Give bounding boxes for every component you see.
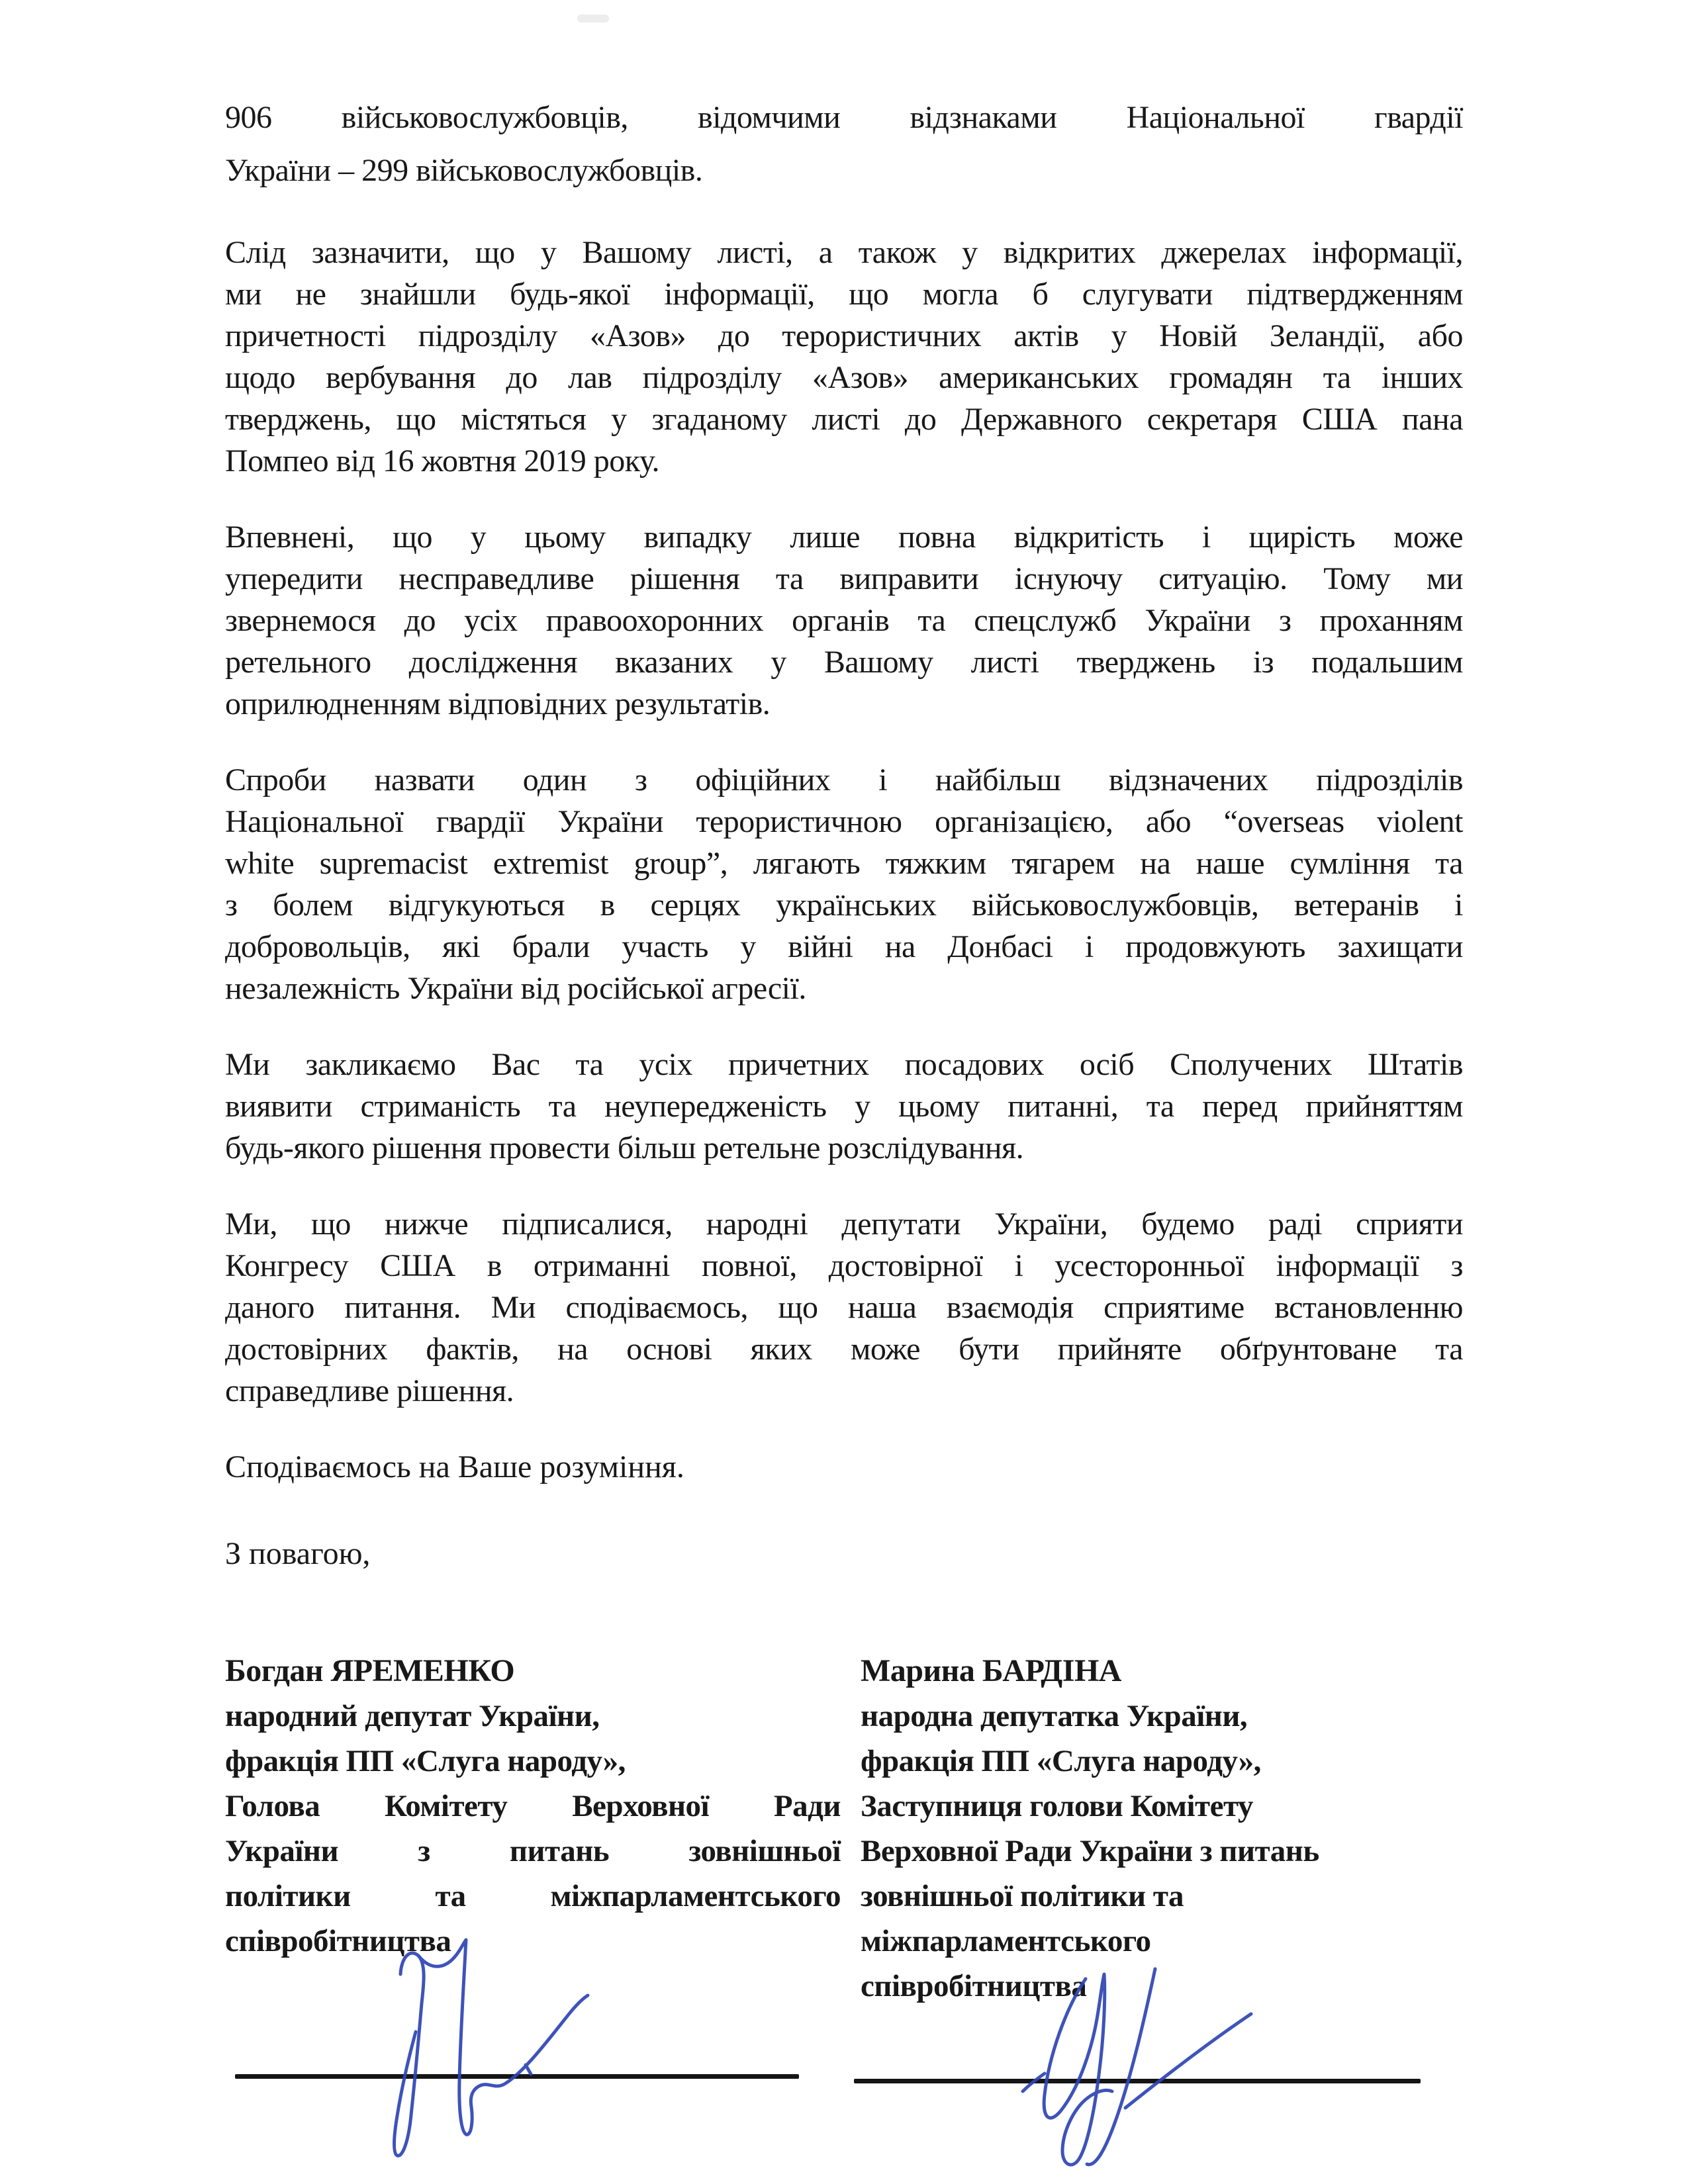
body-line: Спроби назвати один з офіційних і найбільш відзначених підрозділів	[225, 762, 1463, 797]
bardina-signature	[986, 1956, 1291, 2174]
column-spacer	[841, 1649, 861, 2009]
signer-title-line: фракція ПП «Слуга народу»,	[225, 1744, 626, 1778]
signer-title-line: фракція ПП «Слуга народу»,	[861, 1744, 1261, 1778]
signer-title-line: Верховної Ради України з питань	[861, 1834, 1319, 1868]
body-line: упередити несправедливе рішення та виправити існуючу ситуацію. Тому ми	[225, 561, 1463, 596]
body-line: незалежність України від російської агресії.	[225, 971, 806, 1006]
body-line: Ми, що нижче підписалися, народні депутати України, будемо раді сприяти	[225, 1206, 1463, 1242]
body-line: Слід зазначити, що у Вашому листі, а також у відкритих джерелах інформації,	[225, 235, 1463, 270]
signer-name: Богдан ЯРЕМЕНКО	[225, 1653, 515, 1688]
body-line: звернемося до усіх правоохоронних органів та спецслужб України з проханням	[225, 603, 1463, 638]
letter-body	[225, 91, 1463, 2009]
signer-title-line: співробітництва	[225, 1924, 451, 1958]
body-line: будь-якого рішення провести більш ретельне розслідування.	[225, 1130, 1024, 1165]
paragraph	[225, 232, 1463, 482]
body-line: України – 299 військовослужбовців.	[225, 153, 703, 188]
body-line: виявити стриманість та неупередженість у цьому питанні, та перед прийняттям	[225, 1089, 1463, 1124]
yaremenko-signature	[338, 1929, 622, 2184]
signer-title-line: співробітництва	[861, 1969, 1087, 2003]
body-line: даного питання. Ми сподіваємось, що наша взаємодія сприятиме встановленню	[225, 1290, 1463, 1325]
body-line: щодо вербування до лав підрозділу «Азов» американських громадян та інших	[225, 360, 1463, 395]
body-line: white supremacist extremist group”, лягають тяжким тягарем на наше сумління та	[225, 846, 1463, 881]
body-line: оприлюдненням відповідних результатів.	[225, 686, 771, 721]
closing-line: Сподіваємось на Ваше розуміння.	[225, 1449, 684, 1484]
signer-title-line: народний депутат України,	[225, 1699, 600, 1733]
signer-title-line: політики та міжпарламентського	[225, 1879, 841, 1913]
signer-title-line: України з питань зовнішньої	[225, 1834, 841, 1868]
valediction: З повагою,	[225, 1536, 371, 1571]
body-line: тверджень, що містяться у згаданому листі до Державного секретаря США пана	[225, 402, 1463, 437]
body-line: 906 військовослужбовців, відомчими відзнаками Національної гвардії	[225, 100, 1463, 135]
body-line: ми не знайшли будь-якої інформації, що могла б слугувати підтвердженням	[225, 277, 1463, 312]
paragraph	[225, 91, 1463, 197]
signer-title-line: міжпарламентського	[861, 1924, 1151, 1958]
body-line: Конгресу США в отриманні повної, достовірної і усесторонньої інформації з	[225, 1248, 1463, 1283]
scan-artifact	[577, 15, 609, 23]
body-line: справедливе рішення.	[225, 1373, 514, 1408]
body-line: Впевнені, що у цьому випадку лише повна відкритість і щирість може	[225, 520, 1463, 555]
body-line: ретельного дослідження вказаних у Вашому листі тверджень із подальшим	[225, 645, 1463, 680]
body-line: Помпео від 16 жовтня 2019 року.	[225, 443, 660, 478]
paragraph	[225, 1203, 1463, 1412]
body-line: достовірних фактів, на основі яких може бути прийняте обґрунтоване та	[225, 1332, 1463, 1367]
body-line: причетності підрозділу «Азов» до терористичних актів у Новій Зеландії, або	[225, 318, 1463, 353]
signer-block-bardina	[861, 1649, 1417, 2009]
signer-title-line: зовнішньої політики та	[861, 1879, 1184, 1913]
paragraph	[225, 516, 1463, 725]
body-line: Національної гвардії України терористичною організацією, або “overseas violent	[225, 804, 1463, 839]
signer-name: Марина БАРДІНА	[861, 1653, 1121, 1688]
body-line: Ми закликаємо Вас та усіх причетних посадових осіб Сполучених Штатів	[225, 1047, 1463, 1082]
body-line: добровольців, які брали участь у війні на Донбасі і продовжують захищати	[225, 929, 1463, 964]
signer-title-line: Голова Комітету Верховної Ради	[225, 1789, 841, 1823]
signer-title-line: Заступниця голови Комітету	[861, 1789, 1253, 1823]
paragraph	[225, 1044, 1463, 1169]
signer-title-line: народна депутатка України,	[861, 1699, 1248, 1733]
body-line: з болем відгукуються в серцях українських військовослужбовців, ветеранів і	[225, 887, 1463, 923]
paragraph	[225, 759, 1463, 1009]
